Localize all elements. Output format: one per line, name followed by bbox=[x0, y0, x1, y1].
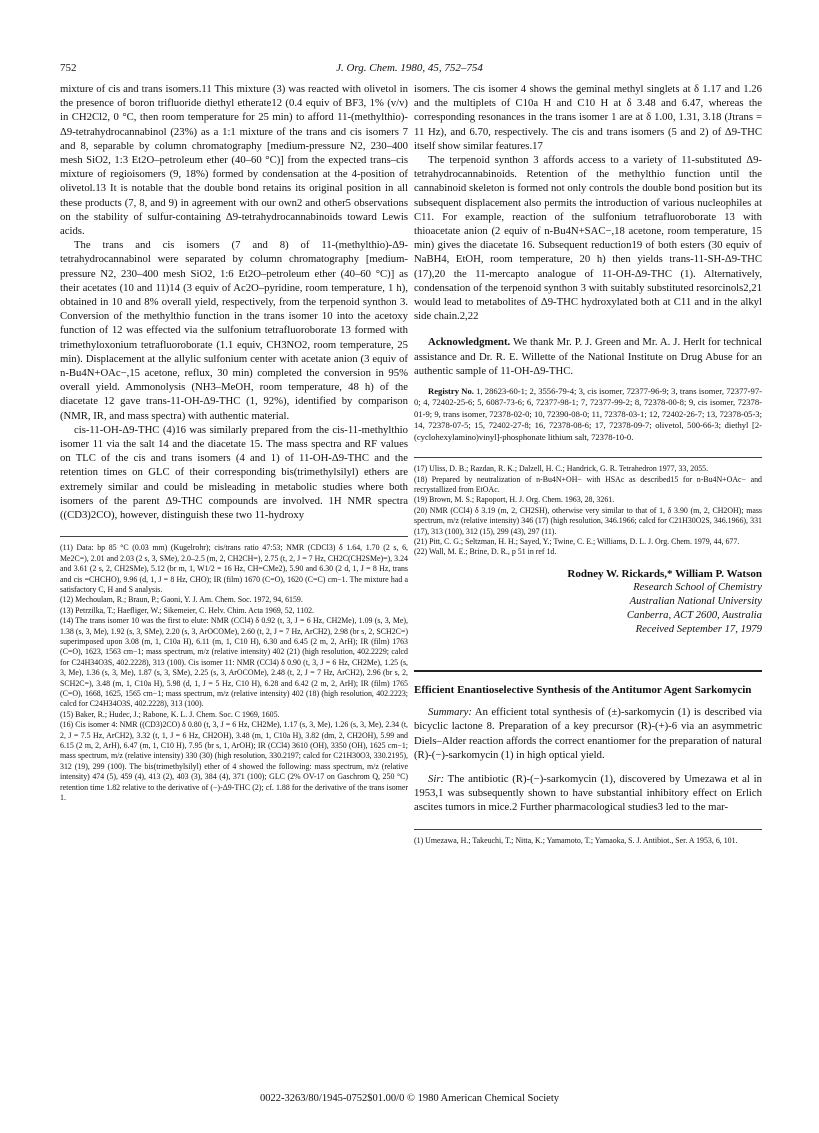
paragraph: mixture of cis and trans isomers.11 This mixture (3) was reacted with olivetol in the presence of boron trifluoride diethyl etherate12 (0.4 equiv of BF3, 1% (v/v) in CH2Cl2, 0 °C, then room temperature for 25 min) to afford 11-(methylthio)-Δ9-tetrahydrocannabinol (23%) as a 1:1 mixture of the trans and cis isomers 7 and 8, separable by column chromatography [medium-pressure N2, 230–400 mesh SiO2, 1:3 Et2O–petroleum ether (40–60 °C)] from the expected trans–cis mixture of regioisomers (9, 18%) formed by condensation at the 4-position of olivetol.13 It is notable that the double bond retains its original position in all these products (7, 8, and 9) in agreement with our own2 and other5 observations on the stability of sulfur-containing Δ9-tetrahydrocannabinoids toward Lewis acids. bbox=[60, 83, 408, 238]
copyright-footer: 0022-3263/80/1945-0752$01.00/0 © 1980 American Chemical Society bbox=[259, 1093, 560, 1104]
footnote-divider bbox=[60, 536, 408, 537]
acknowledgment bbox=[414, 335, 762, 378]
registry-numbers bbox=[414, 386, 762, 443]
communication-title: Efficient Enantioselective Synthesis of the Antitumor Agent Sarkomycin bbox=[414, 683, 752, 696]
registry-text: 1, 28623-60-1; 2, 3556-79-4; 3, cis isomer, 72377-96-9; 3, trans isomer, 72377-97-0; 4, 72402-25-6; 5, 6087-73-6; 6, 72377-98-1; 7, 72377-99-2; 8, 72378-00-8; 9, cis isomer, 72378-01-9; 9, trans isomer, 72378-02-0; 10, 72390-08-0; 11, 72378-03-1; 12, 72402-26-7; 13, 72378-05-3; 14, 72378-07-5; 15, 72402-27-8; 16, 72378-08-6; 17, 72378-09-7; olivetol, 500-66-3; diethyl [2-(cyclohexylamino)vinyl]-phosphonate lithium salt, 72378-10-0. bbox=[414, 386, 762, 442]
right-footnotes bbox=[414, 464, 762, 558]
left-column bbox=[60, 82, 408, 803]
section-divider bbox=[414, 670, 762, 672]
summary bbox=[414, 705, 762, 762]
authors: Rodney W. Rickards,* William P. Watson bbox=[567, 567, 762, 580]
right-body-text bbox=[414, 82, 762, 323]
paragraph: cis-11-OH-Δ9-THC (4)16 was similarly prepared from the cis-11-methylthio isomer 11 via the salt 14 and the diacetate 15. The mass spectra and RF values on TLC of the cis and trans isomers (4 and 1) of 11-OH-Δ9-THC and the retention times on GLC of their corresponding bis(trimethylsilyl) ethers are extremely similar and could be misleading in metabolic studies where both isomers of the parent Δ9-THC compounds are involved. 1H NMR spectra ((CD3)2CO), however, distinguish these two 11-hydroxy bbox=[60, 423, 408, 522]
footnote: (20) NMR (CCl4) δ 3.19 (m, 2, CH2SH), otherwise very similar to that of 1, δ 3.90 (m, 2, CH2OH); mass spectrum, m/z (relative intensity) 346 (17) (high resolution, 346.1966; calcd for C21H30O2S, 346.1966), 331 (17), 313 (100), 312 (15), 299 (43), 297 (11). bbox=[414, 505, 762, 536]
acknowledgment-heading: Acknowledgment. bbox=[428, 336, 511, 349]
paragraph: The trans and cis isomers (7 and 8) of 11-(methylthio)-Δ9-tetrahydrocannabinol were separated by column chromatography [medium-pressure N2, 230–400 mesh SiO2, 1:6 Et2O–petroleum ether (40–60 °C)] as their acetates (10 and 11)14 (3 equiv of Ac2O–pyridine, room temperature, 1 h), obtained in 10 and 8% overall yield, respectively, from the terpenoid synthon 3. Conversion of the methylthio function in the trans isomer 10 into the acetoxy function of 12 was effected via the sulfonium tetrafluoroborate 13 formed with trimethyloxonium tetrafluoroborate (1.1 equiv, CH3NO2, room temperature, 25 min). Displacement at the allylic sulfonium center with acetate anion (3 equiv of n-Bu4N+OAc−,15 acetone, reflux, 30 min) completed the conversion in 95% overall yield. Ammonolysis (NH3–MeOH, room temperature, 48 h) of the diacetate 12 gave trans-11-OH-Δ9-THC (1, 92%), identified by comparison (NMR, IR, and mass spectra) with authentic material. bbox=[60, 239, 408, 422]
affiliation-line: Research School of Chemistry bbox=[633, 580, 762, 593]
right-column bbox=[414, 82, 762, 846]
letter-body bbox=[414, 772, 762, 815]
summary-label: Summary: bbox=[428, 706, 472, 719]
paragraph: isomers. The cis isomer 4 shows the geminal methyl singlets at δ 1.17 and 1.26 and the multiplets of C10a H and C10 H at δ 3.48 and 6.47, whereas the corresponding resonances in the trans isomer 1 are at δ 1.00, 1.31, 3.18 (Jtrans = 11 Hz), and 6.70, respectively. The cis and trans isomers (5 and 2) of Δ9-THC itself show similar features.17 bbox=[414, 83, 762, 152]
paragraph: The terpenoid synthon 3 affords access to a variety of 11-substituted Δ9-tetrahydrocannabinoids. Retention of the methylthio function until the cannabinoid skeleton is formed not only controls the double bond position but its subsequent displacement also permits the introduction of various nucleophiles at C11. For example, reaction of the sulfonium tetrafluoroborate 13 with thioacetate anion (2 equiv of n-Bu4N+SAC−,18 acetone, room temperature, 15 min) gives the diacetate 16. Subsequent reduction19 of both esters (30 equiv of NaBH4, EtOH, room temperature, 20 h) then yields trans-11-SH-Δ9-THC (17),20 the 11-mercapto analogue of 11-OH-Δ9-THC (1). Alternatively, condensation of the terpenoid synthon 3 with suitably substituted resorcinols2,21 would lead to metabolites of Δ9-THC hydroxylated both at C11 and in the alkyl side chain.2,22 bbox=[414, 154, 762, 323]
footnote: (14) The trans isomer 10 was the first to elute: NMR (CCl4) δ 0.92 (t, 3, J = 6 Hz, CH2Me), 1.09 (s, 3, Me), 1.38 (s, 3, Me), 1.92 (s, 3, SMe), 2.20 (s, 3, ArOCOMe), 2.60 (t, 2, J = 7 Hz, ArCH2), 2.98 (br s, 2, SCH2C=) superimposed upon 3.08 (m, 1, C10a H), 6.11 (m, 1, C10 H), 6.30 and 6.45 (2 m, 2, ArH); IR (film) 1763 (C=O), 1623, 1563 cm−1; mass spectrum, m/z (relative intensity) 402 (21) (high resolution, 402.2229; calcd for C24H34O3S, 402.2228), 313 (100). Cis isomer 11: NMR (CCl4) δ 0.90 (t, 3, J = 6 Hz, CH2Me), 1.25 (s, 3, Me), 1.36 (s, 3, Me), 1.87 (s, 3, SMe), 2.25 (s, 3, ArOCOMe), 2.48 (t, 2, J = 7 Hz, ArCH2), 2.96 (br s, 2, SCH2C=), 3.48 (m, 1, C10a H), 5.98 (d, 1, J = 5 Hz, C10 H), 6.28 and 6.42 (2 m, 2, ArH); IR (film) 1765 (C=O), 1668, 1625, 1565 cm−1; mass spectrum, m/z (relative intensity) 402 (18) (high resolution, 402.2223; calcd for C24H34O3S, 402.2228), 313 (100). bbox=[60, 616, 408, 709]
left-body-text bbox=[60, 82, 408, 522]
footnote: (19) Brown, M. S.; Rapoport, H. J. Org. Chem. 1963, 28, 3261. bbox=[414, 495, 615, 505]
footnote: (22) Wall, M. E.; Brine, D. R., p 51 in ref 1d. bbox=[414, 547, 557, 557]
affiliation-line: Australian National University bbox=[629, 594, 762, 607]
footnote: (1) Umezawa, H.; Takeuchi, T.; Nitta, K.; Yamamoto, T.; Yamaoka, S. J. Antibiot., Ser. A 1953, 6, 101. bbox=[414, 835, 738, 845]
affiliation bbox=[414, 580, 762, 636]
footnote: (18) Prepared by neutralization of n-Bu4N+OH− with HSAc as described15 for n-Bu4N+OAc− and recrystallized from EtOAc. bbox=[414, 474, 762, 494]
left-footnotes bbox=[60, 543, 408, 803]
footnote: (11) Data: bp 85 °C (0.03 mm) (Kugelrohr); cis/trans ratio 47:53; NMR (CDCl3) δ 1.64, 1.70 (2 s, 6, Me2C=), 2.01 and 2.03 (2 s, 3, SMe), 2.0–2.5 (m, 2, CH2CH=), 2.75 (t, 2, J = 7 Hz, CH2C(CH2SMe)=), 3.24 and 3.61 (2 s, 2, CH2SMe), 5.12 (br m, 1, W1/2 = 16 Hz, CH=CMe2), 5.90 and 6.30 (2 d, 1, J = 8 Hz, trans and cis =CHCHO), 9.96 (d, 1, J = 8 Hz, CHO); IR (film) 1670 (C=O), 1620 (C=C) cm−1. The mixture had a satisfactory C, H and S analysis. bbox=[60, 543, 408, 594]
registry-heading: Registry No. bbox=[428, 386, 474, 397]
sir-text: The antibiotic (R)-(−)-sarkomycin (1), discovered by Umezawa et al in 1953,1 was subsequently shown to have substantial inhibitory effect on Erlich ascites tumors in mice.2 Further pharmacological studies3 led to the mar- bbox=[414, 773, 762, 814]
affiliation-line: Canberra, ACT 2600, Australia bbox=[626, 608, 762, 621]
footnote: (12) Mechoulam, R.; Braun, P.; Gaoni, Y. J. Am. Chem. Soc. 1972, 94, 6159. bbox=[60, 595, 303, 605]
footnote: (17) Uliss, D. B.; Razdan, R. K.; Dalzell, H. C.; Handrick, G. R. Tetrahedron 1977, 33, 2055. bbox=[414, 464, 709, 474]
footnote-divider bbox=[414, 457, 762, 458]
footnote: (16) Cis isomer 4: NMR ((CD3)2CO) δ 0.80 (t, 3, J = 6 Hz, CH2Me), 1.17 (s, 3, Me), 1.26 (s, 3, Me), 2.34 (t, 2, J = 7.5 Hz, ArCH2), 3.32 (t, 1, J = 6 Hz, CH2OH), 3.48 (m, 1, C10a H), 3.82 (dm, 2, CH2OH), 5.99 and 6.15 (2 m, 2, ArH), 6.47 (m, 1, C10 H), 7.95 (br s, 1, ArOH); IR (CCl4) 3610 (OH), 3350 (OH), 1625 cm−1; mass spectrum, m/z (relative intensity) 330 (30) (high resolution, 330.2197; calcd for C21H30O3, 330.2195), 312 (19), 299 (100). The bis(trimethylsilyl) ether of 4 showed the following: mass spectrum, m/z (relative intensity) 474 (5), 459 (4), 413 (2), 403 (3), 384 (4), 371 (100); GLC (2% OV-17 on Gaschrom Q, 250 °C) retention time 1.82 relative to the derivative of (−)-Δ9-THC (2); cf. 1.88 for the derivative of the trans isomer 1. bbox=[60, 720, 408, 803]
sir-label: Sir: bbox=[428, 773, 445, 786]
received-date: Received September 17, 1979 bbox=[635, 622, 762, 635]
summary-text: An efficient total synthesis of (±)-sarkomycin (1) is described via bicyclic lactone 8. Preparation of a key precursor (R)-(+)-6 via an asymmetric Diels–Alder reaction affords the correct enantiomer for the preparation of natural (R)-(−)-sarkomycin (1) in high optical yield. bbox=[414, 706, 762, 761]
footnote: (15) Baker, R.; Hudec, J.; Rabone, K. L. J. Chem. Soc. C 1969, 1605. bbox=[60, 709, 280, 719]
running-head: J. Org. Chem. 1980, 45, 752–754 bbox=[336, 62, 483, 74]
bottom-footnotes bbox=[414, 836, 762, 846]
footnote: (21) Pitt, C. G.; Seltzman, H. H.; Sayed, Y.; Twine, C. E.; Williams, D. L. J. Org. Chem. 1979, 44, 677. bbox=[414, 536, 740, 546]
acknowledgment-text: We thank Mr. P. J. Green and Mr. A. J. Herlt for technical assistance and Dr. R. E. Willette of the National Institute on Drug Abuse for an authentic sample of 11-OH-Δ9-THC. bbox=[414, 336, 762, 377]
footnote: (13) Petrzilka, T.; Haefliger, W.; Sikemeier, C. Helv. Chim. Acta 1969, 52, 1102. bbox=[60, 605, 315, 615]
page-number: 752 bbox=[60, 62, 77, 74]
footnote-divider bbox=[414, 829, 762, 830]
